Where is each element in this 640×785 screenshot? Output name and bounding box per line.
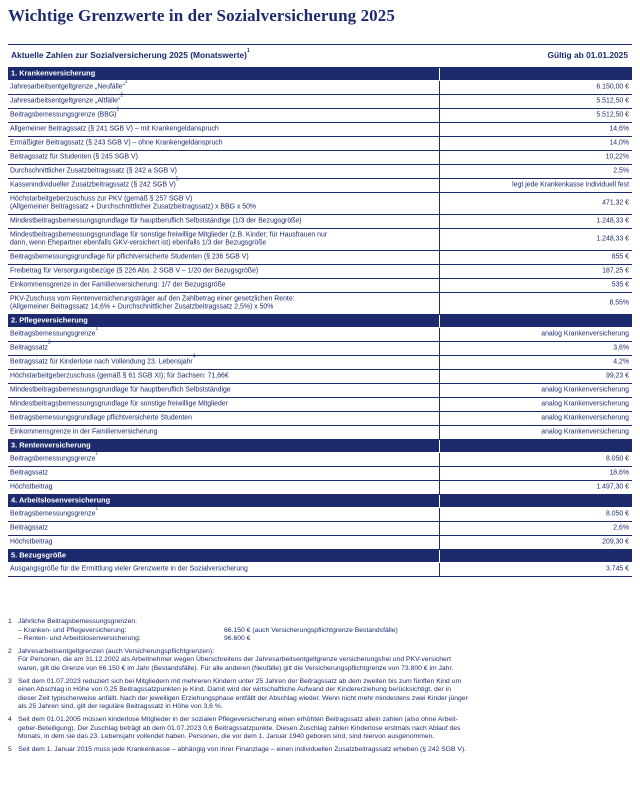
column-divider xyxy=(439,68,440,80)
row-label-text: Beitragssatz für Studenten (§ 245 SGB V) xyxy=(10,153,138,161)
footnote-number: 2 xyxy=(8,647,12,655)
footnote-ref: 4 xyxy=(192,353,196,360)
row-label-text: Mindestbeitragsbemessungsgrundlage für hauptberuflich Selbstständige xyxy=(10,386,231,394)
footnote xyxy=(8,648,632,674)
row-label-text: Beitragsbemessungsgrenze xyxy=(10,455,96,463)
table-header xyxy=(8,44,632,69)
footnote-number: 1 xyxy=(8,618,12,625)
row-value: 2,5% xyxy=(613,167,629,175)
row-label xyxy=(10,339,430,353)
section-header xyxy=(8,68,632,81)
row-label xyxy=(10,538,430,547)
row-label xyxy=(10,167,430,176)
section-header xyxy=(8,440,632,453)
row-label-text: Beitragssatz für Kinderlose nach Vollendung 23. Lebensjahr xyxy=(10,358,193,366)
footnote-sub-value: 66.150 € (auch Versicherungspflichtgrenze Bestandsfälle) xyxy=(224,626,398,634)
row-label xyxy=(10,153,430,162)
row-value: 8,55% xyxy=(609,299,629,307)
footnotes xyxy=(8,618,632,758)
table-row xyxy=(8,165,632,179)
row-value: 3,6% xyxy=(613,344,629,352)
row-label-text: Beitragssatz xyxy=(10,469,48,477)
footnote-sub-line xyxy=(18,635,632,644)
row-value: 10,22% xyxy=(605,153,629,161)
row-label-text-line2: dann, wenn Ehepartner ebenfalls GKV-versichert ist) ebenfalls 1/3 der Bezugsgröße xyxy=(10,239,267,247)
row-label-text: Ermäßigter Beitragssatz (§ 243 SGB V) – ohne Krankengeldanspruch xyxy=(10,139,223,147)
row-value: 14,0% xyxy=(609,139,629,147)
table-row xyxy=(8,536,632,550)
row-label xyxy=(10,450,430,464)
row-label-text: Jahresarbeitsentgeltgrenze „Altfälle“ xyxy=(10,97,121,105)
row-label-text-line2: (Allgemeiner Beitragssatz 14,6% + Durchschnittlicher Zusatzbeitragssatz 2,5%) x 50% xyxy=(10,303,274,311)
header-footnote-ref: 1 xyxy=(246,48,250,55)
row-value: 5.512,50 € xyxy=(596,111,629,119)
row-label xyxy=(10,106,430,120)
footnote-sub-label: – Kranken- und Pflegeversicherung: xyxy=(18,626,127,634)
row-label xyxy=(10,565,430,574)
section-header xyxy=(8,495,632,508)
row-value: 18,6% xyxy=(609,469,629,477)
table-row xyxy=(8,412,632,426)
row-value: 209,30 € xyxy=(602,538,629,546)
valid-from-label: Gültig ab 01.01.2025 xyxy=(547,50,628,60)
footnote-ref: 1 xyxy=(95,450,99,457)
footnote-number: 5 xyxy=(8,745,12,753)
row-label-text: Allgemeiner Beitragssatz (§ 241 SGB V) – mit Krankengeldanspruch xyxy=(10,125,219,133)
footnote-line: Seit dem 1. Januar 2015 muss jede Krankenkasse – abhängig von ihrer Finanzlage – einen individuellen Zusatzbeitragssatz erheben (§ 242 SGB V). xyxy=(18,745,467,753)
table-row xyxy=(8,176,632,193)
row-label-text-line2: (Allgemeiner Beitragssatz + Durchschnittlicher Zusatzbeitragssatz) x BBG x 50% xyxy=(10,203,257,211)
footnote-ref: 5 xyxy=(175,176,179,183)
table-row xyxy=(8,137,632,151)
row-label xyxy=(10,505,430,519)
table-row xyxy=(8,426,632,440)
row-label xyxy=(10,281,430,290)
row-value: 4,2% xyxy=(613,358,629,366)
row-value: legt jede Krankenkasse individuell fest xyxy=(512,181,629,189)
row-label xyxy=(10,295,430,312)
row-value: 6.150,00 € xyxy=(596,83,629,91)
footnote-ref: 2 xyxy=(124,78,128,85)
row-value: 1.248,33 € xyxy=(596,235,629,243)
row-label xyxy=(10,231,430,248)
row-label-text: Ausgangsgröße für die Ermittlung vieler Grenzwerte in der Sozialversicherung xyxy=(10,565,248,573)
footnote-line: dieser Zeit typischerweise anfällt. Nach der jeweiligen Erziehungsphase entfällt der Abschlag wieder. Wenn nicht mehr mindestens zwei Kinder jünger xyxy=(18,694,468,702)
row-label-text: Höchstarbeitgeberzuschuss (gemäß § 61 SGB XI); für Sachsen: 71,66€ xyxy=(10,372,229,380)
table-row xyxy=(8,522,632,536)
footnote-line: Seit dem 01.07.2023 reduziert sich bei Mitgliedern mit mehreren Kindern unter 25 Jahren der Beitragssatz ab dem zweiten bis zum fünften Kind um xyxy=(18,677,462,685)
footnote xyxy=(8,618,632,644)
table-row xyxy=(8,563,632,577)
table-row xyxy=(8,265,632,279)
row-value: analog Krankenversicherung xyxy=(541,386,629,394)
row-label xyxy=(10,325,430,339)
row-label-text: Mindestbeitragsbemessungsgrundlage für hauptberuflich Selbstständige (1/3 der Bezugsgröße) xyxy=(10,217,302,225)
table-row xyxy=(8,353,632,370)
footnote xyxy=(8,746,632,755)
row-label-text: PKV-Zuschuss vom Rentenversicherungsträger auf den Zahlbetrag einer gesetzlichen Rente: xyxy=(10,294,295,302)
table-row xyxy=(8,450,632,467)
row-label xyxy=(10,386,430,395)
row-value: analog Krankenversicherung xyxy=(541,414,629,422)
row-label-text: Kassenindividueller Zusatzbeitragssatz (§ 242 SGB V) xyxy=(10,181,176,189)
row-value: 99,23 € xyxy=(606,372,629,380)
footnote xyxy=(8,716,632,742)
footnote-number: 3 xyxy=(8,677,12,685)
table-row xyxy=(8,215,632,229)
row-label-text: Beitragsbemessungsgrenze xyxy=(10,510,96,518)
footnote-ref: 2 xyxy=(120,92,124,99)
row-label-text: Mindestbeitragsbemessungsgrundlage für sonstige freiwillige Mitglieder xyxy=(10,400,228,408)
row-value: 1.497,30 € xyxy=(596,483,629,491)
row-label-text: Beitragsbemessungsgrundlage für pflichtversicherte Studenten (§ 236 SGB V) xyxy=(10,253,249,261)
table-row xyxy=(8,398,632,412)
footnote-ref: 1 xyxy=(116,106,120,113)
table-row xyxy=(8,193,632,215)
footnote-line: Jährliche Beitragsbemessungsgrenzen: xyxy=(18,618,138,625)
row-label-text: Beitragsbemessungsgrundlage pflichtversicherte Studenten xyxy=(10,414,192,422)
section-title: 4. Arbeitslosenversicherung xyxy=(11,495,111,505)
table-row xyxy=(8,325,632,342)
row-label-text: Beitragssatz xyxy=(10,344,48,352)
row-label xyxy=(10,253,430,262)
footnote xyxy=(8,678,632,712)
row-label xyxy=(10,400,430,409)
row-label xyxy=(10,483,430,492)
column-divider xyxy=(439,315,440,327)
section-title: 1. Krankenversicherung xyxy=(11,68,96,78)
row-value: 855 € xyxy=(611,253,629,261)
footnote-line: waren, gilt die Grenze von 66.150 € im Jahr (Bestandsfälle). Für alle anderen (Neufälle) gilt die Versicherungspflichtgrenze von 73.800 € im Jahr. xyxy=(18,664,454,672)
header-left-text: Aktuelle Zahlen zur Sozialversicherung 2025 (Monatswerte) xyxy=(11,50,247,60)
table-row xyxy=(8,123,632,137)
row-label-text: Höchstarbeitgeberzuschuss zur PKV (gemäß § 257 SGB V) xyxy=(10,194,193,202)
table-row xyxy=(8,370,632,384)
column-divider xyxy=(439,495,440,507)
row-value: analog Krankenversicherung xyxy=(541,400,629,408)
row-label xyxy=(10,125,430,134)
footnote-line: einen Abschlag in Höhe von 0,25 Beitragssatzpunkten je Kind. Damit wird der wirtschaftliche Aufwand der Kindererziehung berücksichtigt, der in xyxy=(18,686,451,694)
row-label xyxy=(10,469,430,478)
row-label xyxy=(10,353,430,367)
row-label-text: Durchschnittlicher Zusatzbeitragssatz (§ 242 a SGB V) xyxy=(10,167,177,175)
row-value: 535 € xyxy=(611,281,629,289)
footnote-line: Jahresarbeitsentgeltgrenzen (auch Versicherungspflichtgrenzen): xyxy=(18,647,215,655)
table-row xyxy=(8,384,632,398)
table-row xyxy=(8,151,632,165)
table-row xyxy=(8,92,632,109)
section-header xyxy=(8,550,632,563)
row-label-text: Jahresarbeitsentgeltgrenze „Neufälle“ xyxy=(10,83,125,91)
footnote-ref: 3 xyxy=(47,339,51,346)
footnote-line: geber-Beteiligung). Der Zuschlag beträgt ab dem 01.07.2023 0,6 Beitragssatzpunkte. Diesen Zuschlag zahlen Kinderlose erstmals nach Ablauf des xyxy=(18,724,461,732)
row-label xyxy=(10,176,430,190)
table-row xyxy=(8,293,632,315)
row-label-text: Mindestbeitragsbemessungsgrundlage für sonstige freiwillige Mitglieder (z.B. Kinder; für Hausfrauen nur xyxy=(10,230,328,238)
table-header-label xyxy=(11,50,250,60)
footnote-sub-label: – Renten- und Arbeitslosenversicherung: xyxy=(18,635,141,643)
row-label xyxy=(10,195,430,212)
row-label xyxy=(10,267,430,276)
row-label-text: Beitragssatz xyxy=(10,524,48,532)
footnote-sub-line xyxy=(18,627,632,636)
row-value: 471,32 € xyxy=(602,199,629,207)
table-row xyxy=(8,251,632,265)
table-row xyxy=(8,279,632,293)
row-label xyxy=(10,139,430,148)
row-label-text: Höchstbeitrag xyxy=(10,538,53,546)
column-divider xyxy=(439,440,440,452)
section-title: 3. Rentenversicherung xyxy=(11,440,91,450)
footnote-number: 4 xyxy=(8,715,12,723)
row-value: analog Krankenversicherung xyxy=(541,330,629,338)
row-value: 187,25 € xyxy=(602,267,629,275)
footnote-line: Monats, in dem sie das 23. Lebensjahr vollendet haben. Personen, die vor dem 1. Januar 1940 geboren sind, sind hiervon ausgenommen. xyxy=(18,733,435,741)
row-label xyxy=(10,78,430,92)
table-row xyxy=(8,467,632,481)
row-label-text: Beitragsbemessungsgrenze xyxy=(10,330,96,338)
row-value: 5.512,50 € xyxy=(596,97,629,105)
column-divider xyxy=(439,550,440,562)
footnote-sub-value: 96.600 € xyxy=(224,635,251,643)
table-row xyxy=(8,481,632,495)
row-value: 14,6% xyxy=(609,125,629,133)
footnote-ref: 1 xyxy=(95,325,99,332)
section-header xyxy=(8,315,632,328)
row-value: 8.050 € xyxy=(606,510,629,518)
section-title: 5. Bezugsgröße xyxy=(11,550,67,560)
table-row xyxy=(8,229,632,251)
limits-table xyxy=(8,68,632,577)
row-value: 1.248,33 € xyxy=(596,217,629,225)
row-label xyxy=(10,217,430,226)
row-label xyxy=(10,428,430,437)
row-value: 2,6% xyxy=(613,524,629,532)
row-value: 3.745 € xyxy=(606,565,629,573)
row-label-text: Freibetrag für Versorgungsbezüge (§ 226 Abs. 2 SGB V – 1/20 der Bezugsgröße) xyxy=(10,267,259,275)
footnote-line: als 25 Jahren sind, gilt der reguläre Beitragssatz in Höhe von 3,6 %. xyxy=(18,703,223,711)
row-label xyxy=(10,372,430,381)
row-label-text: Einkommensgrenze in der Familienversicherung xyxy=(10,428,158,436)
row-label-text: Einkommensgrenze in der Familienversicherung: 1/7 der Bezugsgröße xyxy=(10,281,226,289)
row-value: 8.050 € xyxy=(606,455,629,463)
table-row xyxy=(8,106,632,123)
table-row xyxy=(8,78,632,95)
footnote-line: Seit dem 01.01.2005 müssen kinderlose Mitglieder in der sozialen Pflegeversicherung einen erhöhten Beitragssatz allein zahlen (also ohne Arbeit- xyxy=(18,715,458,723)
table-row xyxy=(8,505,632,522)
footnote-line: Für Personen, die am 31.12.2002 als Arbeitnehmer wegen Überschreitens der Jahresarbeitsentgeltgrenze versicherungsfrei und PKV-versichert xyxy=(18,656,451,664)
row-label-text: Beitragsbemessungsgrenze (BBG) xyxy=(10,111,117,119)
section-title: 2. Pflegeversicherung xyxy=(11,315,88,325)
row-label xyxy=(10,524,430,533)
row-label xyxy=(10,92,430,106)
row-label-text: Höchstbeitrag xyxy=(10,483,53,491)
row-label xyxy=(10,414,430,423)
page-title: Wichtige Grenzwerte in der Sozialversicherung 2025 xyxy=(8,6,395,25)
footnote-ref: 1 xyxy=(95,505,99,512)
row-value: analog Krankenversicherung xyxy=(541,428,629,436)
table-row xyxy=(8,339,632,356)
